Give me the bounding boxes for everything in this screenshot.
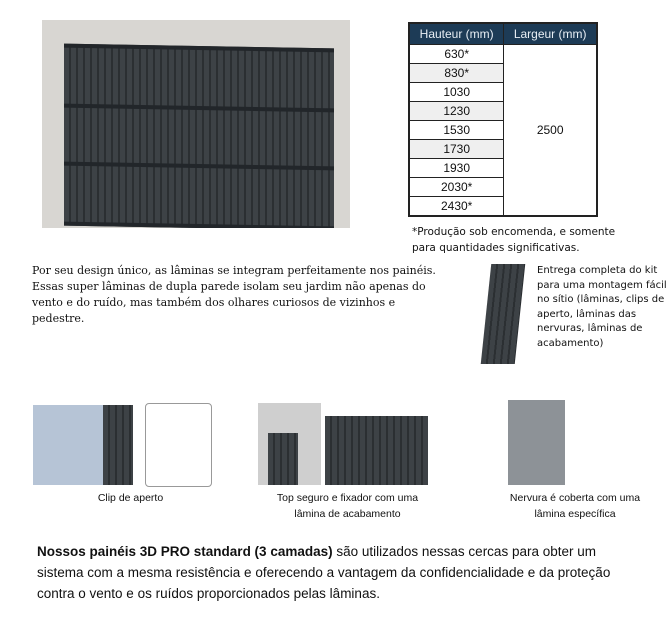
height-cell: 2430*: [409, 197, 504, 217]
height-cell: 1930: [409, 159, 504, 178]
caption-line: Top seguro e fixador com uma: [276, 492, 419, 504]
footnote-line: *Produção sob encomenda, e somente: [412, 226, 616, 238]
caption-nervura: [480, 490, 670, 522]
nervura-diagram: [570, 400, 640, 485]
height-cell: 1030: [409, 83, 504, 102]
kit-image: [478, 260, 528, 370]
header-height: Hauteur (mm): [409, 23, 504, 45]
caption-line: lâmina específica: [534, 508, 616, 520]
height-cell: 630*: [409, 45, 504, 64]
clip-photo: [33, 405, 133, 485]
height-cell: 1230: [409, 102, 504, 121]
kit-description: Entrega completa do kit para uma montagem fácil no sítio (lâminas, clips de aperto, lâminas das nervuras, lâminas de acabamento): [537, 265, 667, 349]
clip-diagram: [145, 403, 212, 487]
height-cell: 1530: [409, 121, 504, 140]
caption-clip: Clip de aperto: [97, 492, 164, 504]
height-cell: 2030*: [409, 178, 504, 197]
caption-line: Nervura é coberta com uma: [509, 492, 641, 504]
header-width: Largeur (mm): [504, 23, 597, 45]
summary-paragraph: [37, 541, 637, 604]
footnote: [412, 224, 615, 256]
top-detail-photo: [325, 416, 428, 485]
top-photo: [258, 403, 321, 485]
fence-panel-photo: [42, 20, 350, 228]
dimensions-table: [408, 22, 598, 217]
intro-paragraph: Por seu design único, as lâminas se integram perfeitamente nos painéis. Essas super lâminas de dupla parede isolam seu jardim não apenas do vento e do ruído, mas também dos olhares curiosos de vizinhos e pedestre.: [32, 264, 436, 325]
width-cell: 2500: [504, 45, 597, 217]
footnote-line: para quantidades significativas.: [412, 242, 580, 254]
caption-top: [250, 490, 445, 522]
summary-bold: Nossos painéis 3D PRO standard (3 camadas): [37, 544, 333, 559]
height-cell: 830*: [409, 64, 504, 83]
summary-text: são utilizados nessas cercas para obter um sistema com a mesma resistência e oferecendo a vantagem da confidencialidade e da proteção contra o vento e os ruídos proporcionados pelas lâminas.: [37, 544, 611, 601]
caption-line: lâmina de acabamento: [294, 508, 401, 520]
nervura-photo: [508, 400, 565, 485]
height-cell: 1730: [409, 140, 504, 159]
